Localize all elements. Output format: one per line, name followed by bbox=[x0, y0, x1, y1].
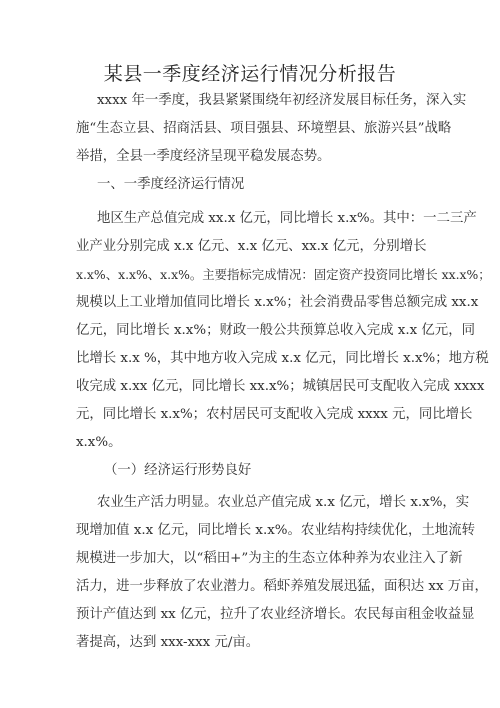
paragraph-line: 农业生产活力明显。农业总产值完成 x.x 亿元，增长 x.x%，实 bbox=[97, 495, 470, 510]
paragraph-line: 活力，进一步释放了农业潜力。稻虾养殖发展迅猛，面积达 xx 万亩， bbox=[76, 579, 488, 594]
paragraph-line: 施“生态立县、招商活县、项目强县、环境塑县、旅游兴县”战略 bbox=[76, 121, 452, 136]
paragraph-line: 元，同比增长 x.x%；农村居民可支配收入完成 xxxx 元，同比增长 bbox=[76, 407, 473, 422]
paragraph-line: xxxx 年一季度，我县紧紧围绕年初经济发展目标任务，深入实 bbox=[97, 93, 467, 108]
document-title: 某县一季度经济运行情况分析报告 bbox=[103, 63, 397, 85]
paragraph-line: 规模以上工业增加值同比增长 x.x%；社会消费品零售总额完成 xx.x bbox=[76, 295, 479, 310]
paragraph-line: 地区生产总值完成 xx.x 亿元，同比增长 x.x%。其中：一二三产 bbox=[97, 211, 477, 226]
paragraph-line: 亿元，同比增长 x.x%；财政一般公共预算总收入完成 x.x 亿元，同 bbox=[76, 323, 475, 338]
paragraph-line: 规模进一步加大，以“稻田+”为主的生态立体种养为农业注入了新 bbox=[76, 551, 463, 566]
paragraph-line: 收完成 x.xx 亿元，同比增长 xx.x%；城镇居民可支配收入完成 xxxx bbox=[76, 379, 485, 394]
paragraph-line: 著提高，达到 xxx-xxx 元/亩。 bbox=[76, 635, 260, 650]
paragraph-line: 预计产值达到 xx 亿元，拉升了农业经济增长。农民每亩租金收益显 bbox=[76, 607, 475, 622]
paragraph-line: 举措，全县一季度经济呈现平稳发展态势。 bbox=[76, 149, 331, 164]
paragraph-line: 比增长 x.x %，其中地方收入完成 x.x 亿元，同比增长 x.x%；地方税 bbox=[76, 351, 489, 366]
paragraph-line: x.x%。 bbox=[76, 435, 122, 450]
section-heading: 一、一季度经济运行情况 bbox=[97, 177, 245, 192]
paragraph-line: x.x%、x.x%、x.x%。主要指标完成情况：固定资产投资同比增长 xx.x%； bbox=[76, 267, 491, 282]
paragraph-line: 现增加值 x.x 亿元，同比增长 x.x%。农业结构持续优化，土地流转 bbox=[76, 523, 475, 538]
subsection-heading: （一）经济运行形势良好 bbox=[104, 463, 252, 478]
paragraph-line: 业产业分别完成 x.x 亿元、x.x 亿元、xx.x 亿元，分别增长 bbox=[76, 239, 427, 254]
